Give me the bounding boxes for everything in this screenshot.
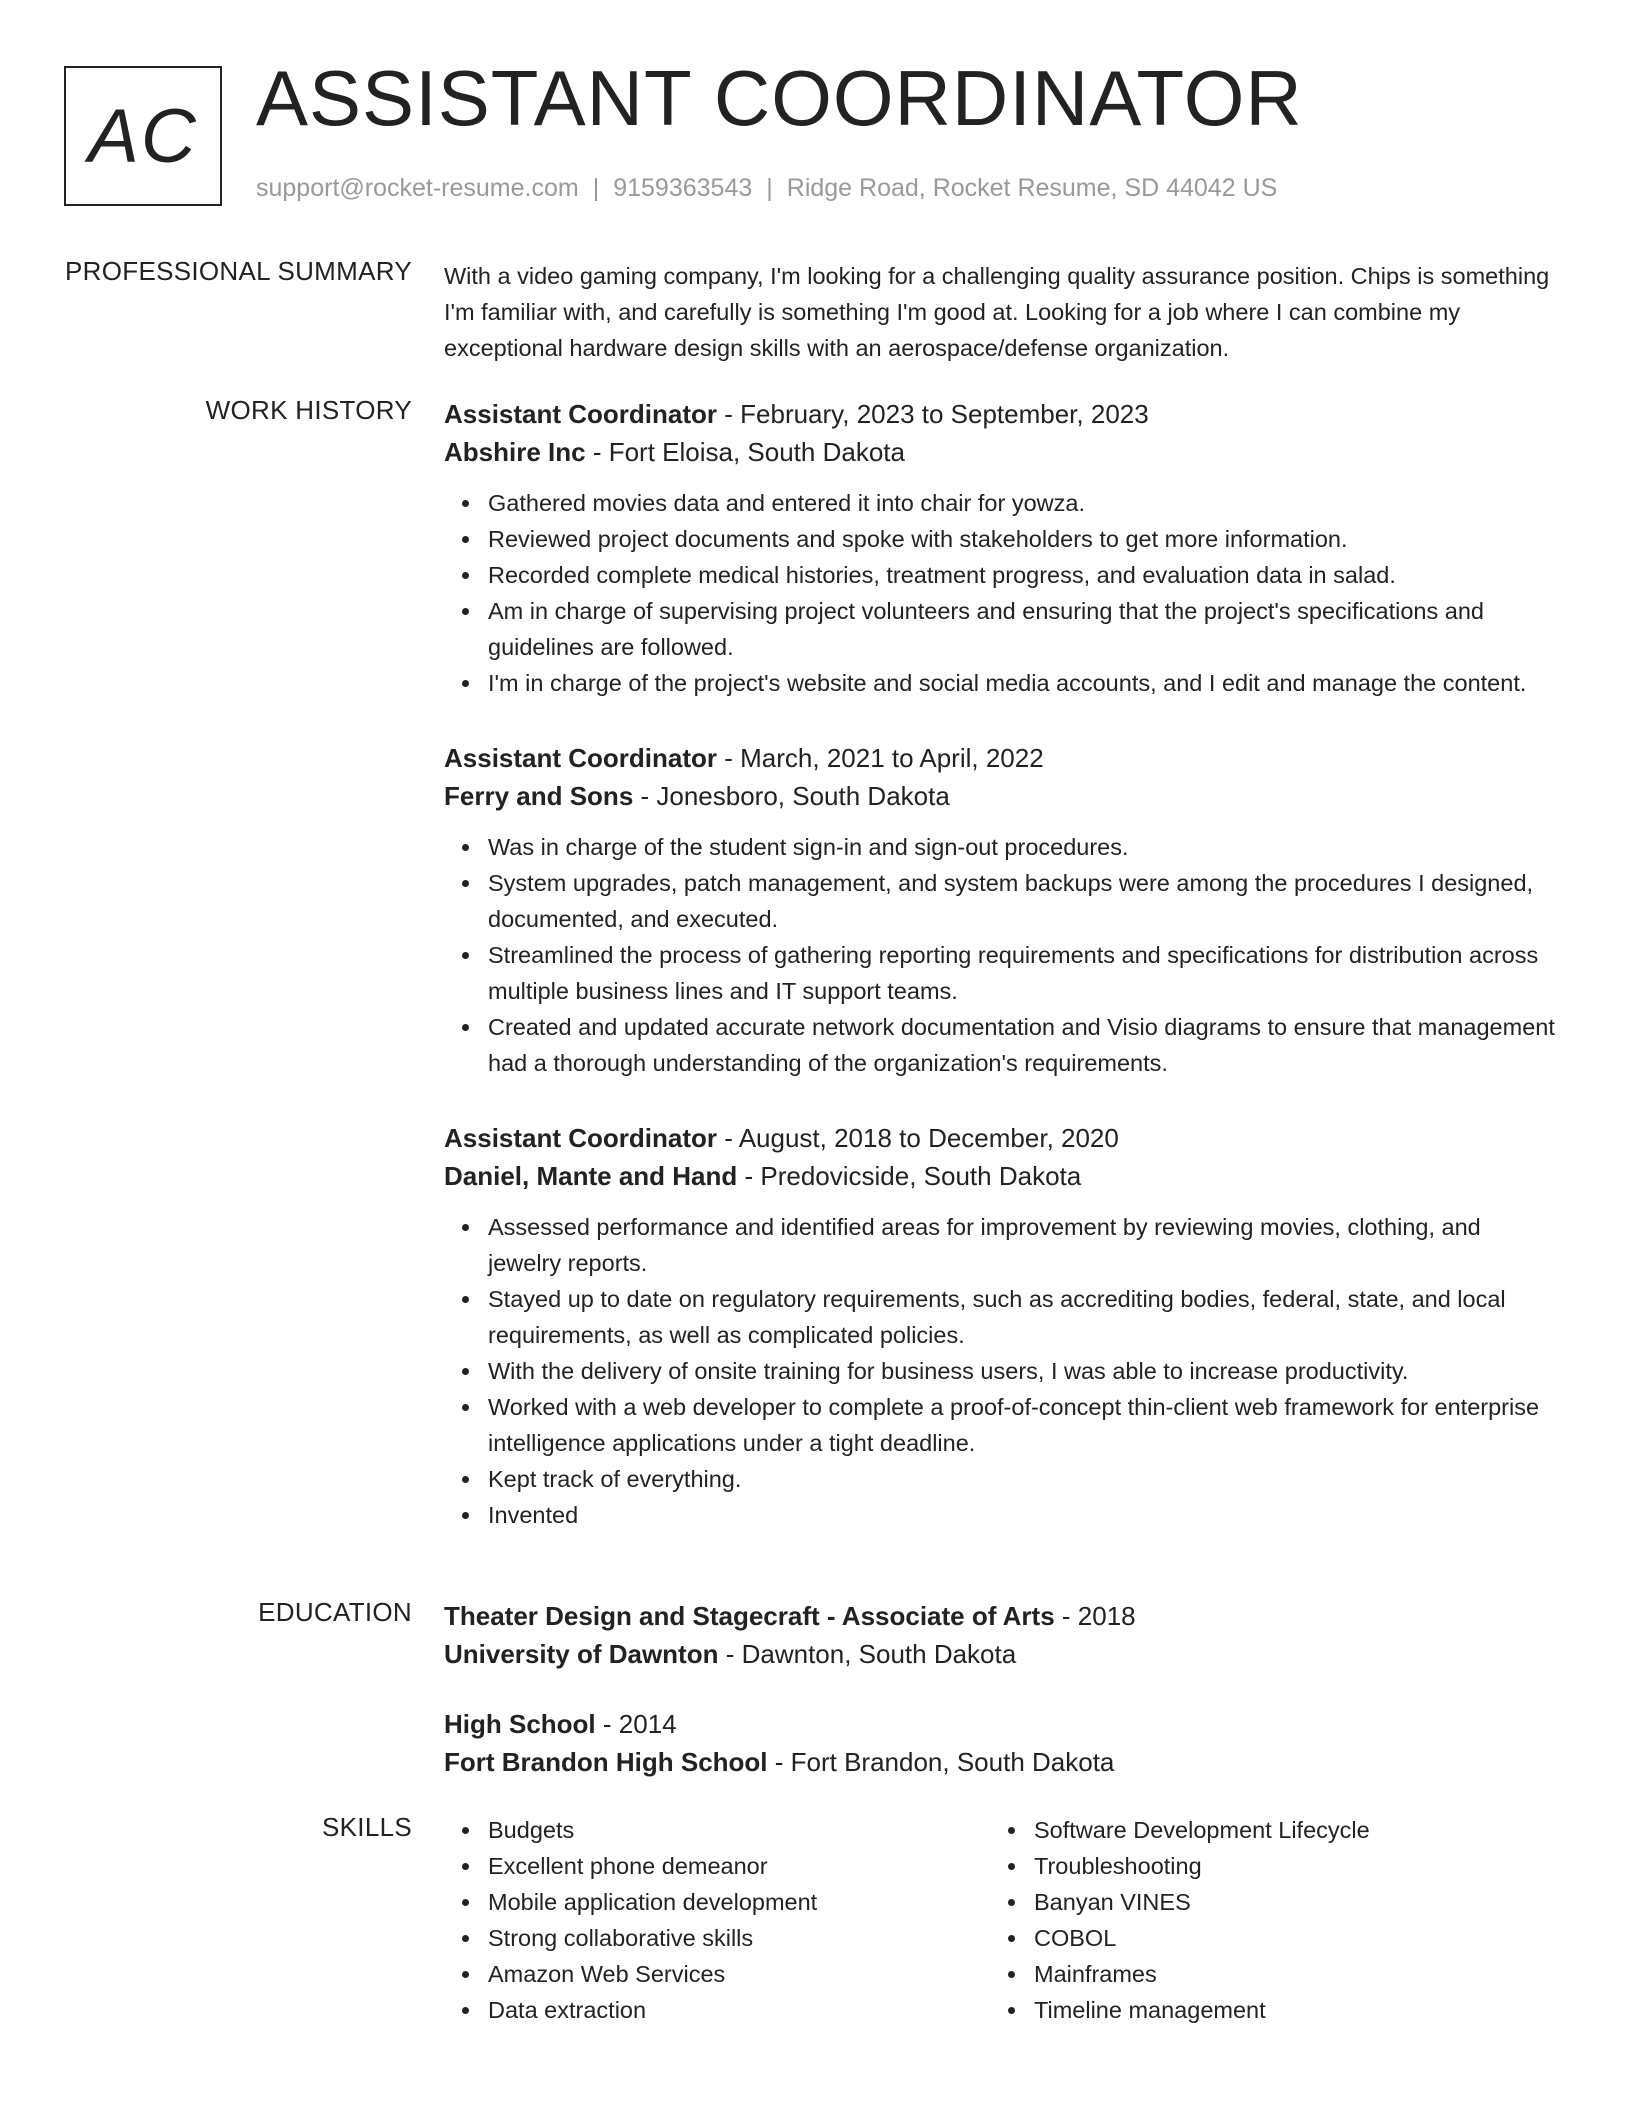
education-school-line [444, 1635, 1560, 1673]
job-bullet-list [444, 485, 1560, 701]
education-degree-line [444, 1597, 1560, 1635]
job-bullet: Reviewed project documents and spoke with stakeholders to get more information. [488, 521, 1560, 557]
skill-item: Amazon Web Services [488, 1956, 990, 1992]
skill-item: Software Development Lifecycle [1034, 1812, 1536, 1848]
job-title: Assistant Coordinator [444, 399, 718, 429]
job-bullet: Recorded complete medical histories, treatment progress, and evaluation data in salad. [488, 557, 1560, 593]
skill-item: Troubleshooting [1034, 1848, 1536, 1884]
monogram-box [64, 66, 222, 206]
job-bullet: System upgrades, patch management, and system backups were among the procedures I designed, documented, and executed. [488, 865, 1560, 937]
skills-columns [444, 1812, 1560, 2028]
skill-item: COBOL [1034, 1920, 1536, 1956]
job-dates: - August, 2018 to December, 2020 [717, 1123, 1119, 1153]
job-company: Abshire Inc [444, 437, 586, 467]
section-label-skills: SKILLS [322, 1812, 412, 1842]
monogram-initials: AC [88, 93, 198, 179]
job-company-line [444, 1157, 1560, 1195]
contact-line [256, 174, 1277, 203]
job-title: Assistant Coordinator [444, 743, 718, 773]
contact-separator: | [592, 174, 600, 202]
job-bullet: Streamlined the process of gathering reporting requirements and specifications for distribution across multiple business lines and IT support teams. [488, 937, 1560, 1009]
education-entry [444, 1597, 1560, 1673]
job-bullet: Assessed performance and identified areas for improvement by reviewing movies, clothing, and jewelry reports. [488, 1209, 1560, 1281]
job-bullet-list [444, 829, 1560, 1081]
skills-list-left [444, 1812, 990, 2028]
job-title-line [444, 739, 1560, 777]
job-bullet: With the delivery of onsite training for business users, I was able to increase productivity. [488, 1353, 1560, 1389]
skill-item: Banyan VINES [1034, 1884, 1536, 1920]
contact-separator: | [766, 174, 773, 202]
job-dates: - February, 2023 to September, 2023 [717, 399, 1149, 429]
job-company-line [444, 433, 1560, 471]
education-degree: High School [444, 1709, 596, 1739]
job-location: - Predovicside, South Dakota [737, 1161, 1082, 1191]
job-bullet: Invented [488, 1497, 1560, 1533]
education-location: - Fort Brandon, South Dakota [767, 1747, 1115, 1777]
job-entry [444, 395, 1560, 701]
education-degree: Theater Design and Stagecraft - Associate of Arts [444, 1601, 1055, 1631]
job-bullet: I'm in charge of the project's website and social media accounts, and I edit and manage the content. [488, 665, 1560, 701]
job-title: Assistant Coordinator [444, 1123, 718, 1153]
job-bullet-list [444, 1209, 1560, 1533]
skill-item: Data extraction [488, 1992, 990, 2028]
contact-phone: 9159363543 [613, 174, 753, 202]
education-degree-line [444, 1705, 1560, 1743]
job-bullet: Created and updated accurate network documentation and Visio diagrams to ensure that management had a thorough understanding of the organization's requirements. [488, 1009, 1560, 1081]
skill-item: Excellent phone demeanor [488, 1848, 990, 1884]
contact-address: Ridge Road, Rocket Resume, SD 44042 US [786, 174, 1278, 202]
education-school-line [444, 1743, 1560, 1781]
skills-list-right [990, 1812, 1536, 2028]
job-bullet: Was in charge of the student sign-in and sign-out procedures. [488, 829, 1560, 865]
skill-item: Budgets [488, 1812, 990, 1848]
job-location: - Jonesboro, South Dakota [633, 781, 950, 811]
job-bullet: Worked with a web developer to complete a proof-of-concept thin-client web framework for enterprise intelligence applications under a tight deadline. [488, 1389, 1560, 1461]
job-location: - Fort Eloisa, South Dakota [585, 437, 905, 467]
contact-email: support@rocket-resume.com [256, 174, 579, 202]
work-body [444, 395, 1560, 1571]
education-school: Fort Brandon High School [444, 1747, 768, 1777]
skills-body [444, 1812, 1560, 2028]
section-label-summary: PROFESSIONAL SUMMARY [65, 256, 412, 286]
job-bullet: Stayed up to date on regulatory requirements, such as accrediting bodies, federal, state, and local requirements, as well as complicated policies. [488, 1281, 1560, 1353]
skill-item: Mainframes [1034, 1956, 1536, 1992]
section-label-work: WORK HISTORY [205, 395, 412, 425]
job-title-line [444, 1119, 1560, 1157]
skill-item: Mobile application development [488, 1884, 990, 1920]
job-company: Ferry and Sons [444, 781, 634, 811]
job-bullet: Kept track of everything. [488, 1461, 1560, 1497]
job-company: Daniel, Mante and Hand [444, 1161, 738, 1191]
resume-name: ASSISTANT COORDINATOR [256, 54, 1303, 142]
job-title-line [444, 395, 1560, 433]
education-location: - Dawnton, South Dakota [718, 1639, 1017, 1669]
education-year: - 2014 [595, 1709, 677, 1739]
education-year: - 2018 [1054, 1601, 1136, 1631]
education-body [444, 1597, 1560, 1813]
job-company-line [444, 777, 1560, 815]
job-bullet: Gathered movies data and entered it into chair for yowza. [488, 485, 1560, 521]
education-entry [444, 1705, 1560, 1781]
job-entry [444, 739, 1560, 1081]
education-school: University of Dawnton [444, 1639, 719, 1669]
job-bullet: Am in charge of supervising project volunteers and ensuring that the project's specifications and guidelines are followed. [488, 593, 1560, 665]
summary-body [444, 256, 1560, 366]
section-label-education: EDUCATION [258, 1597, 412, 1627]
skill-item: Strong collaborative skills [488, 1920, 990, 1956]
summary-text: With a video gaming company, I'm looking for a challenging quality assurance position. Chips is something I'm familiar with, and carefully is something I'm good at. Looking for a job where I can combine my exceptional hardware design skills with an aerospace/defense organization. [444, 263, 1550, 361]
job-dates: - March, 2021 to April, 2022 [717, 743, 1044, 773]
skill-item: Timeline management [1034, 1992, 1536, 2028]
job-entry [444, 1119, 1560, 1533]
